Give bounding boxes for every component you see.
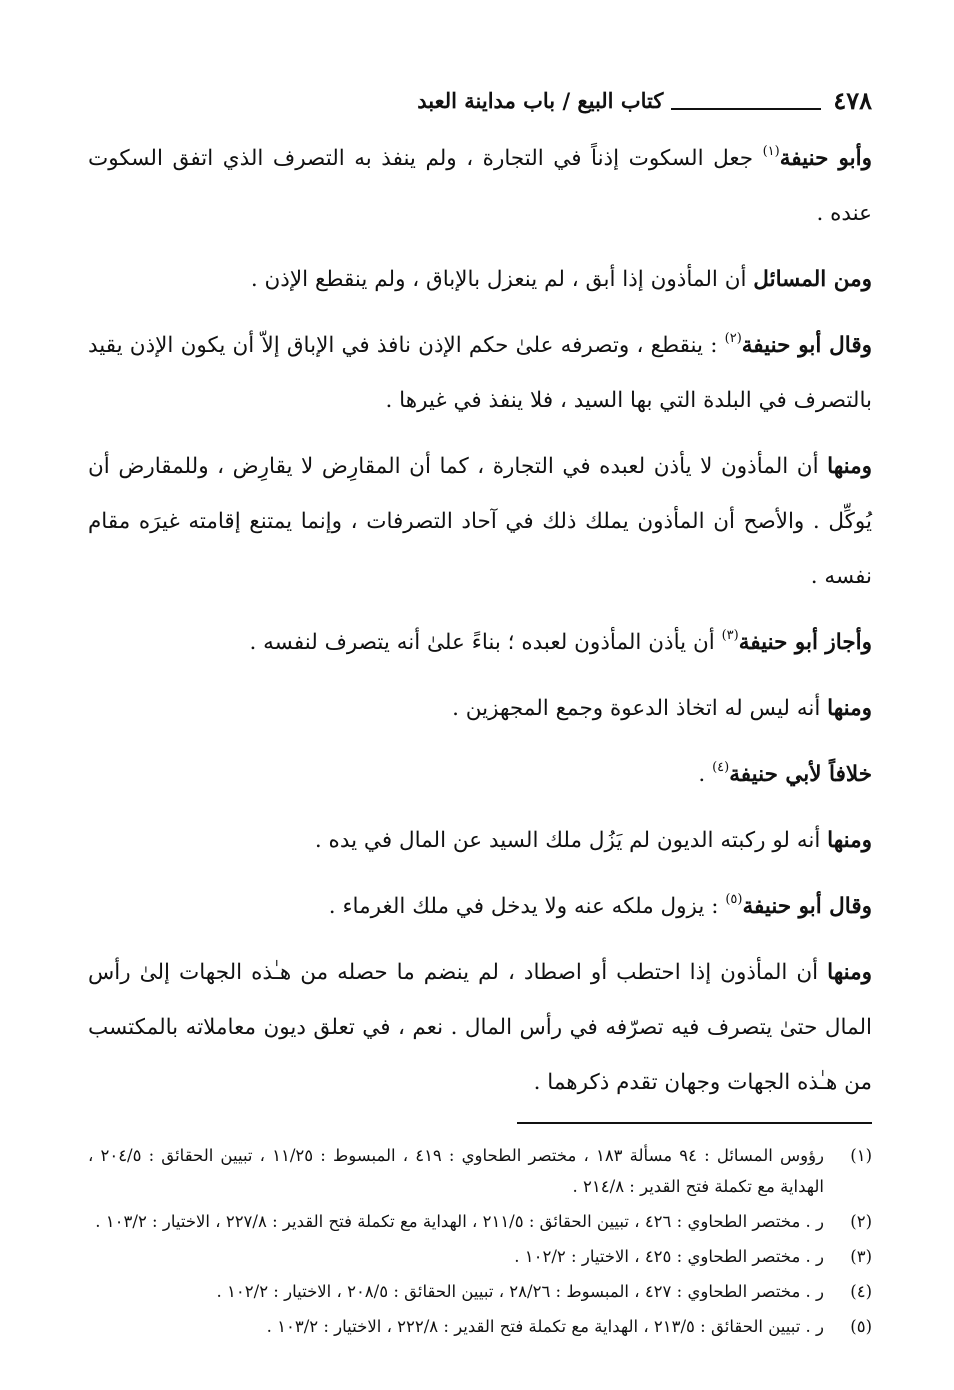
paragraph-lead: ومن المسائل: [753, 267, 872, 292]
running-title: كتاب البيع / باب مداينة العبد: [417, 87, 664, 113]
paragraph-text: أن المأذون إذا أبق ، لم ينعزل بالإباق ، ولم ينقطع الإذن .: [250, 267, 754, 292]
paragraph-lead: ومنها: [827, 696, 872, 721]
footnote-marker[interactable]: (٤): [712, 760, 730, 775]
paragraph-text: أن المأذون إذا احتطب أو اصطاد ، لم ينضم ما حصله من هـٰذه الجهات إلىٰ رأس المال حتىٰ يتصرف فيه تصرّفه في رأس المال . نعم ، في تعلق ديون معاملاته بالمكتسب من هـٰذه الجهات وجهان تقدم ذكرهما .: [88, 960, 872, 1095]
footnote-item: [88, 1206, 872, 1237]
footnote-marker[interactable]: (٢): [724, 331, 742, 346]
header-rule: [671, 90, 821, 110]
paragraph: [88, 124, 872, 241]
footnote-marker[interactable]: (٥): [725, 892, 743, 907]
paragraph-lead: خلافاً لأبي حنيفة: [729, 762, 872, 787]
paragraph-lead: وقال أبو حنيفة: [742, 894, 872, 919]
footnote-text: رؤوس المسائل : ٩٤ مسألة ١٨٣ ، مختصر الطحاوي : ٤١٩ ، المبسوط : ١١/٢٥ ، تبيين الحقائق : ٢٠٤/٥ ، الهداية مع تكملة فتح القدير : ٢١٤/٨ .: [88, 1146, 825, 1196]
paragraph-text: جعل السكوت إذناً في التجارة ، ولم ينفذ به التصرف الذي اتفق السكوت عنده .: [88, 146, 872, 226]
footnote-item: [88, 1241, 872, 1272]
footnote-number: (٣): [850, 1247, 872, 1266]
paragraph-text: .: [698, 762, 713, 787]
footnote-item: [88, 1311, 872, 1342]
footnote-marker[interactable]: (١): [762, 144, 780, 159]
page-header: [88, 80, 872, 120]
footnote-item: [88, 1276, 872, 1307]
footnote-number: (٥): [850, 1317, 872, 1336]
paragraph: [88, 740, 872, 802]
paragraph: [88, 311, 872, 428]
footnote-number: (٢): [850, 1212, 872, 1231]
book-page: [88, 80, 872, 1346]
footnote-text: ر . تبيين الحقائق : ٢١٣/٥ ، الهداية مع تكملة فتح القدير : ٢٢٢/٨ ، الاختيار : ١٠٣/٢ .: [266, 1317, 824, 1336]
page-number: ٤٧٨: [833, 85, 872, 115]
paragraph: [88, 938, 872, 1110]
paragraph-text: : يزول ملكه عنه ولا يدخل في ملك الغرماء .: [328, 894, 726, 919]
footnote-text: ر . مختصر الطحاوي : ٤٢٥ ، الاختيار : ١٠٢/٢ .: [514, 1247, 824, 1266]
paragraph-lead: ومنها: [827, 454, 872, 479]
footnote-text: ر . مختصر الطحاوي : ٤٢٧ ، المبسوط : ٢٨/٢٦ ، تبيين الحقائق : ٢٠٨/٥ ، الاختيار : ١٠٢/٢ .: [216, 1282, 824, 1301]
paragraph: [88, 608, 872, 670]
paragraph-text: : ينقطع ، وتصرفه علىٰ حكم الإذن نافذ في الإباق إلاّ أن يكون الإذن يقيد بالتصرف في البلدة التي بها السيد ، فلا ينفذ في غيرها .: [88, 333, 872, 413]
footnote-marker[interactable]: (٣): [721, 628, 739, 643]
footnote-number: (١): [850, 1146, 872, 1165]
footnote-item: [88, 1140, 872, 1202]
paragraph-lead: وأبو حنيفة: [779, 146, 872, 171]
footnotes: [88, 1140, 872, 1342]
paragraph-lead: وأجاز أبو حنيفة: [738, 630, 872, 655]
paragraph: [88, 674, 872, 736]
footnote-number: (٤): [850, 1282, 872, 1301]
paragraph: [88, 432, 872, 604]
paragraph: [88, 806, 872, 868]
paragraph-lead: ومنها: [827, 960, 872, 985]
paragraph-text: أنه ليس له اتخاذ الدعوة وجمع المجهزين .: [452, 696, 828, 721]
paragraph-lead: وقال أبو حنيفة: [741, 333, 872, 358]
footnote-separator: [517, 1122, 872, 1124]
paragraph: [88, 245, 872, 307]
paragraph-text: أن يأذن المأذون لعبده ؛ بناءً علىٰ أنه يتصرف لنفسه .: [249, 630, 722, 655]
footnote-text: ر . مختصر الطحاوي : ٤٢٦ ، تبيين الحقائق : ٢١١/٥ ، الهداية مع تكملة فتح القدير : ٢٢٧/٨ ، الاختيار : ١٠٣/٢ .: [95, 1212, 824, 1231]
paragraph-lead: ومنها: [827, 828, 872, 853]
paragraph-text: أنه لو ركبته الديون لم يَزُل ملك السيد عن المال في يده .: [314, 828, 828, 853]
paragraph: [88, 872, 872, 934]
body-text: [88, 124, 872, 1110]
paragraph-text: أن المأذون لا يأذن لعبده في التجارة ، كما أن المقارِض لا يقارِض ، وللمقارض أن يُوكِّل . والأصح أن المأذون يملك ذلك في آحاد التصرفات ، وإنما يمتنع إقامته غيرَه مقام نفسه .: [88, 454, 872, 589]
